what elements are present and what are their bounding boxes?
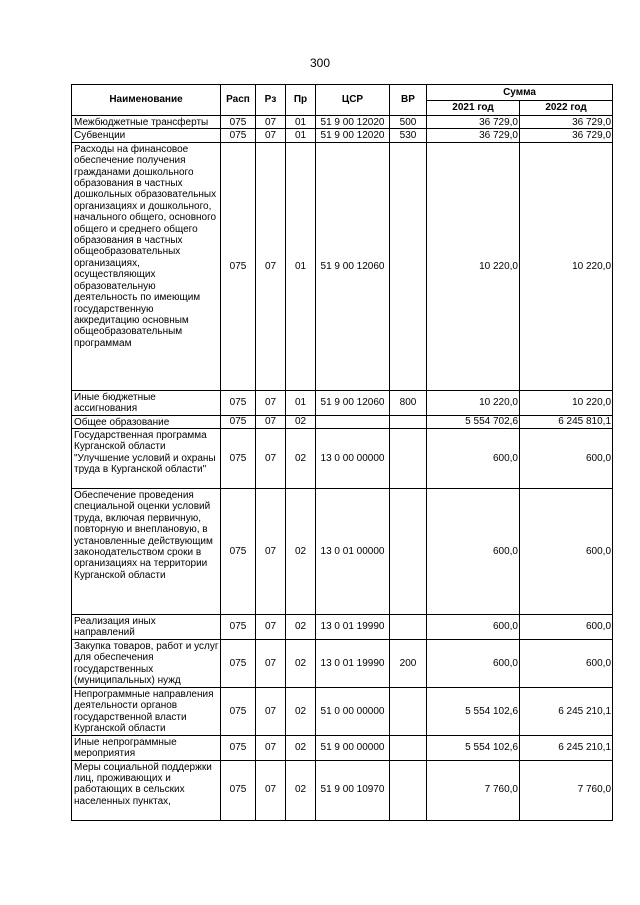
- cell-csr: 51 9 00 12020: [316, 129, 390, 142]
- cell-rasp: 075: [221, 429, 256, 489]
- cell-vr: [390, 429, 427, 489]
- header-name: Наименование: [72, 85, 221, 116]
- header-csr: ЦСР: [316, 85, 390, 116]
- cell-2022: 36 729,0: [520, 116, 613, 129]
- cell-rasp: 075: [221, 735, 256, 760]
- cell-rasp: 075: [221, 415, 256, 428]
- cell-csr: [316, 415, 390, 428]
- cell-2021: 10 220,0: [427, 142, 520, 390]
- header-2022: 2022 год: [520, 100, 613, 116]
- cell-vr: 200: [390, 639, 427, 687]
- cell-name: Межбюджетные трансферты: [72, 116, 221, 129]
- cell-rz: 07: [256, 735, 286, 760]
- cell-rz: 07: [256, 415, 286, 428]
- cell-2022: 6 245 810,1: [520, 415, 613, 428]
- table-row: [72, 639, 613, 687]
- cell-csr: 13 0 01 19990: [316, 639, 390, 687]
- cell-pr: 01: [286, 129, 316, 142]
- cell-rasp: 075: [221, 489, 256, 615]
- cell-2022: 600,0: [520, 429, 613, 489]
- cell-csr: 51 9 00 10970: [316, 760, 390, 820]
- cell-2021: 36 729,0: [427, 116, 520, 129]
- cell-vr: [390, 142, 427, 390]
- cell-rasp: 075: [221, 129, 256, 142]
- cell-name: Иные бюджетные ассигнования: [72, 390, 221, 415]
- cell-rz: 07: [256, 639, 286, 687]
- cell-pr: 02: [286, 687, 316, 735]
- cell-name: Меры социальной поддержки лиц, проживающих и работающих в сельских населенных пунктах,: [72, 760, 221, 820]
- cell-csr: 51 9 00 00000: [316, 735, 390, 760]
- budget-table: [71, 84, 613, 821]
- header-sum: Сумма: [427, 85, 613, 101]
- cell-pr: 02: [286, 735, 316, 760]
- cell-rasp: 075: [221, 390, 256, 415]
- cell-rasp: 075: [221, 116, 256, 129]
- cell-2021: 5 554 102,6: [427, 687, 520, 735]
- table-row: [72, 415, 613, 428]
- cell-rz: 07: [256, 760, 286, 820]
- cell-name: Обеспечение проведения специальной оценки условий труда, включая первичную, повторную и внеплановую, в установленные действующим законодательством сроки в организациях на территории Курганской области: [72, 489, 221, 615]
- cell-csr: 51 9 00 12060: [316, 142, 390, 390]
- cell-2022: 10 220,0: [520, 390, 613, 415]
- table-row: [72, 687, 613, 735]
- cell-name: Непрограммные направления деятельности органов государственной власти Курганской области: [72, 687, 221, 735]
- header-pr: Пр: [286, 85, 316, 116]
- cell-name: Общее образование: [72, 415, 221, 428]
- header-rasp: Расп: [221, 85, 256, 116]
- table-row: [72, 129, 613, 142]
- table-row: [72, 429, 613, 489]
- cell-2022: 600,0: [520, 639, 613, 687]
- cell-csr: 13 0 01 19990: [316, 615, 390, 640]
- cell-rasp: 075: [221, 615, 256, 640]
- cell-2021: 36 729,0: [427, 129, 520, 142]
- header-rz: Рз: [256, 85, 286, 116]
- cell-2022: 36 729,0: [520, 129, 613, 142]
- cell-rz: 07: [256, 390, 286, 415]
- cell-rz: 07: [256, 142, 286, 390]
- table-row: [72, 615, 613, 640]
- page-number: 300: [309, 56, 331, 70]
- cell-rz: 07: [256, 116, 286, 129]
- cell-pr: 01: [286, 142, 316, 390]
- cell-csr: 51 9 00 12060: [316, 390, 390, 415]
- cell-rz: 07: [256, 429, 286, 489]
- cell-vr: [390, 735, 427, 760]
- cell-pr: 02: [286, 615, 316, 640]
- cell-2022: 600,0: [520, 489, 613, 615]
- cell-2021: 5 554 102,6: [427, 735, 520, 760]
- cell-2021: 5 554 702,6: [427, 415, 520, 428]
- cell-2022: 6 245 210,1: [520, 735, 613, 760]
- table-header-row: [72, 85, 613, 101]
- cell-pr: 02: [286, 639, 316, 687]
- cell-2022: 10 220,0: [520, 142, 613, 390]
- cell-csr: 13 0 00 00000: [316, 429, 390, 489]
- cell-rz: 07: [256, 489, 286, 615]
- cell-csr: 13 0 01 00000: [316, 489, 390, 615]
- cell-vr: [390, 687, 427, 735]
- cell-rasp: 075: [221, 760, 256, 820]
- cell-pr: 02: [286, 489, 316, 615]
- table-row: [72, 489, 613, 615]
- table-row: [72, 390, 613, 415]
- cell-rz: 07: [256, 129, 286, 142]
- cell-rasp: 075: [221, 142, 256, 390]
- cell-2021: 600,0: [427, 429, 520, 489]
- cell-vr: [390, 489, 427, 615]
- cell-2022: 6 245 210,1: [520, 687, 613, 735]
- cell-vr: 530: [390, 129, 427, 142]
- cell-pr: 01: [286, 390, 316, 415]
- cell-vr: [390, 415, 427, 428]
- cell-name: Закупка товаров, работ и услуг для обеспечения государственных (муниципальных) нужд: [72, 639, 221, 687]
- cell-2021: 600,0: [427, 639, 520, 687]
- cell-name: Государственная программа Курганской области "Улучшение условий и охраны труда в Курганской области": [72, 429, 221, 489]
- cell-pr: 02: [286, 429, 316, 489]
- table-row: [72, 142, 613, 390]
- cell-2021: 7 760,0: [427, 760, 520, 820]
- header-vr: ВР: [390, 85, 427, 116]
- cell-pr: 02: [286, 760, 316, 820]
- cell-name: Субвенции: [72, 129, 221, 142]
- header-2021: 2021 год: [427, 100, 520, 116]
- cell-pr: 01: [286, 116, 316, 129]
- cell-2022: 7 760,0: [520, 760, 613, 820]
- cell-vr: 500: [390, 116, 427, 129]
- cell-2021: 10 220,0: [427, 390, 520, 415]
- cell-rz: 07: [256, 687, 286, 735]
- cell-name: Расходы на финансовое обеспечение получения гражданами дошкольного образования в частных дошкольных образовательных организациях и дошкольного, начального общего, основного общего и среднего общего образования в частных общеобразовательных организациях, осуществляющих образовательную деятельность по имеющим государственную аккредитацию основным общеобразовательным программам: [72, 142, 221, 390]
- table-row: [72, 116, 613, 129]
- cell-pr: 02: [286, 415, 316, 428]
- table-body: [72, 116, 613, 821]
- cell-rasp: 075: [221, 687, 256, 735]
- cell-2022: 600,0: [520, 615, 613, 640]
- cell-rz: 07: [256, 615, 286, 640]
- cell-rasp: 075: [221, 639, 256, 687]
- table-row: [72, 735, 613, 760]
- cell-csr: 51 9 00 12020: [316, 116, 390, 129]
- cell-name: Иные непрограммные мероприятия: [72, 735, 221, 760]
- cell-2021: 600,0: [427, 489, 520, 615]
- cell-name: Реализация иных направлений: [72, 615, 221, 640]
- cell-vr: 800: [390, 390, 427, 415]
- cell-vr: [390, 615, 427, 640]
- cell-csr: 51 0 00 00000: [316, 687, 390, 735]
- table-row: [72, 760, 613, 820]
- cell-vr: [390, 760, 427, 820]
- cell-2021: 600,0: [427, 615, 520, 640]
